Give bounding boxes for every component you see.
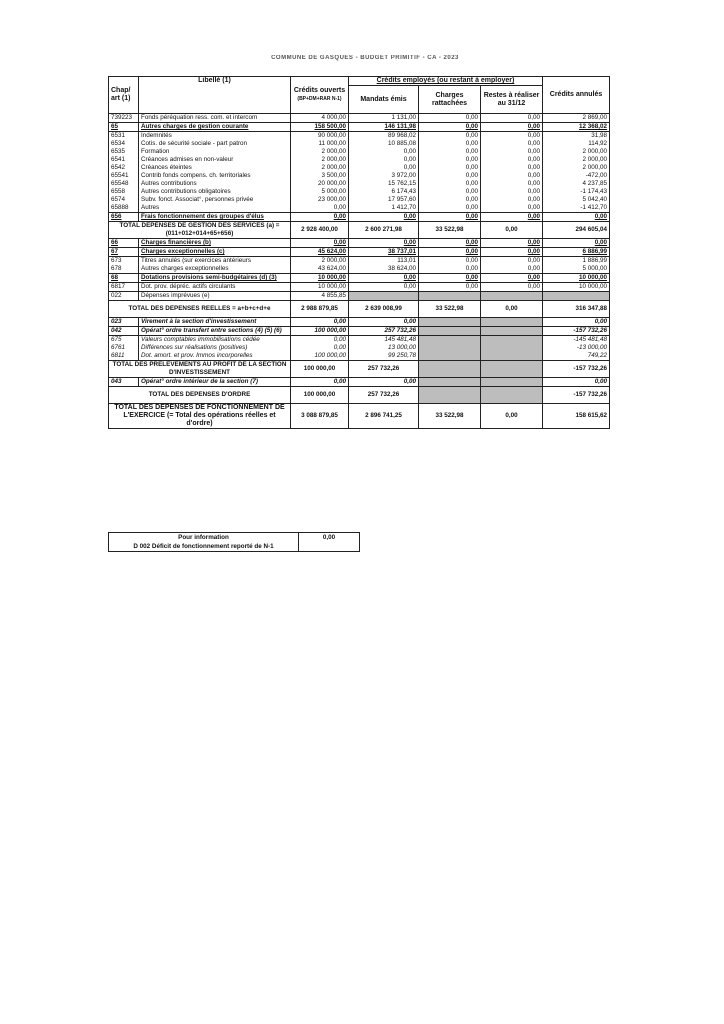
table-row — [109, 196, 610, 204]
row-label: Autres charges de gestion courante — [139, 123, 291, 132]
row-restes: 0,00 — [481, 283, 543, 292]
row-charges-shaded — [419, 352, 481, 361]
row-credits-ouverts: 0,00 — [291, 204, 349, 213]
table-row — [109, 265, 610, 274]
row-mandats: 3 972,00 — [349, 172, 419, 180]
page-header: COMMUNE DE GASQUES - BUDGET PRIMITIF - CA - 2023 — [271, 55, 459, 61]
total-ordre-row-credits-ouverts: 100 000,00 — [291, 387, 349, 404]
row-code: 6574 — [109, 196, 139, 204]
row-charges: 0,00 — [419, 114, 481, 123]
row-code: 6558 — [109, 188, 139, 196]
table-row — [109, 292, 610, 301]
row-label: Dot. prov. dépréc. actifs circulants — [139, 283, 291, 292]
table-row — [109, 123, 610, 132]
row-restes: 0,00 — [481, 188, 543, 196]
table-body — [109, 114, 610, 429]
total-ordre-row-mandats: 257 732,26 — [349, 387, 419, 404]
col-annules: Crédits annulés — [543, 77, 610, 114]
row-restes-shaded — [481, 318, 543, 327]
info-title: Pour information — [178, 534, 229, 541]
row-code: 042 — [109, 327, 139, 336]
table-row — [109, 204, 610, 213]
row-restes: 0,00 — [481, 204, 543, 213]
row-label: Charges financières (b) — [139, 239, 291, 248]
row-restes-shaded — [481, 344, 543, 352]
table-row — [109, 283, 610, 292]
table-row — [109, 148, 610, 156]
budget-table — [108, 76, 610, 429]
table-row — [109, 248, 610, 257]
row-annules: -472,00 — [543, 172, 610, 180]
row-code: 65541 — [109, 172, 139, 180]
row-code: 65888 — [109, 204, 139, 213]
table-row — [109, 172, 610, 180]
row-restes: 0,00 — [481, 148, 543, 156]
row-mandats: 0,00 — [349, 318, 419, 327]
table-row — [109, 257, 610, 266]
row-credits-ouverts: 100 000,00 — [291, 352, 349, 361]
col-credits-ouverts-sub: (BP+DM+RAR N-1) — [297, 96, 342, 102]
ordre-detail-row — [109, 344, 610, 352]
row-restes-shaded — [481, 292, 543, 301]
row-code: 656 — [109, 213, 139, 222]
row-mandats: 0,00 — [349, 148, 419, 156]
total-reelles-row — [109, 301, 610, 318]
total-prelev-row-credits-ouverts: 100 000,00 — [291, 361, 349, 378]
row-annules: 749,22 — [543, 352, 610, 361]
row-restes: 0,00 — [481, 257, 543, 266]
row-credits-ouverts: 90 000,00 — [291, 132, 349, 141]
total-fonctionnement-row — [109, 404, 610, 429]
row-restes: 0,00 — [481, 180, 543, 188]
row-restes: 0,00 — [481, 132, 543, 141]
total-fonctionnement-row-annules: 158 615,62 — [543, 404, 610, 429]
total-prelev-row-mandats: 257 732,26 — [349, 361, 419, 378]
row-annules: -1 412,70 — [543, 204, 610, 213]
row-mandats: 38 624,00 — [349, 265, 419, 274]
row-label: Dépenses imprévues (e) — [139, 292, 291, 301]
row-credits-ouverts: 45 624,00 — [291, 248, 349, 257]
row-code: 673 — [109, 257, 139, 266]
row-restes: 0,00 — [481, 196, 543, 204]
row-annules: 114,92 — [543, 140, 610, 148]
row-restes: 0,00 — [481, 123, 543, 132]
row-mandats: 0,00 — [349, 164, 419, 172]
row-code: 6534 — [109, 140, 139, 148]
row-code: 67 — [109, 248, 139, 257]
row-credits-ouverts: 11 000,00 — [291, 140, 349, 148]
total-prelev-row-charges-shaded — [419, 361, 481, 378]
total-reelles-row-label: TOTAL DES DEPENSES REELLES = a+b+c+d+e — [109, 301, 291, 318]
row-label: Créances éteintes — [139, 164, 291, 172]
row-charges-shaded — [419, 327, 481, 336]
row-mandats: 13 000,00 — [349, 344, 419, 352]
row-mandats: 0,00 — [349, 283, 419, 292]
row-code: 043 — [109, 378, 139, 387]
total-ordre-row-restes-shaded — [481, 387, 543, 404]
total-reelles-row-credits-ouverts: 2 988 879,85 — [291, 301, 349, 318]
row-annules: 12 368,02 — [543, 123, 610, 132]
total-gestion-row-label: TOTAL DEPENSES DE GESTION DES SERVICES (a) = (011+012+014+65+656) — [109, 222, 291, 239]
total-ordre-row-annules: -157 732,26 — [543, 387, 610, 404]
info-label — [109, 533, 299, 552]
row-charges: 0,00 — [419, 196, 481, 204]
col-mandats: Mandats émis — [349, 86, 419, 114]
ordre-detail-row — [109, 352, 610, 361]
row-restes: 0,00 — [481, 213, 543, 222]
row-charges-shaded — [419, 344, 481, 352]
row-charges-shaded — [419, 318, 481, 327]
row-credits-ouverts: 10 000,00 — [291, 274, 349, 283]
total-prelev-row-label: TOTAL DES PRELEVEMENTS AU PROFIT DE LA SECTION D'INVESTISSEMENT — [109, 361, 291, 378]
total-gestion-row-annules: 294 605,04 — [543, 222, 610, 239]
row-credits-ouverts: 4 000,00 — [291, 114, 349, 123]
row-label: Opérat° ordre intérieur de la section (7) — [139, 378, 291, 387]
row-label: Cotis. de sécurité sociale - part patron — [139, 140, 291, 148]
row-annules-shaded — [543, 292, 610, 301]
row-label: Dot. amort. et prov. Immos incorporelles — [139, 352, 291, 361]
row-annules: 0,00 — [543, 213, 610, 222]
row-annules: 10 000,00 — [543, 274, 610, 283]
col-chap: Chap/ art (1) — [109, 77, 139, 114]
row-charges: 0,00 — [419, 148, 481, 156]
row-charges: 0,00 — [419, 213, 481, 222]
row-charges: 0,00 — [419, 123, 481, 132]
row-code: 6542 — [109, 164, 139, 172]
info-desc: D 002 Déficit de fonctionnement reporté de N-1 — [133, 543, 274, 550]
row-label: Formation — [139, 148, 291, 156]
row-mandats: 146 131,98 — [349, 123, 419, 132]
row-code: 65548 — [109, 180, 139, 188]
row-charges: 0,00 — [419, 248, 481, 257]
col-libelle: Libellé (1) — [139, 77, 291, 114]
row-annules: 1 886,99 — [543, 257, 610, 266]
row-mandats: 89 968,02 — [349, 132, 419, 141]
col-charges: Charges rattachées — [419, 86, 481, 114]
row-code: 023 — [109, 318, 139, 327]
total-reelles-row-mandats: 2 639 008,99 — [349, 301, 419, 318]
col-restes: Restes à réaliser au 31/12 — [481, 86, 543, 114]
row-code: 68 — [109, 274, 139, 283]
row-annules: 2 000,00 — [543, 164, 610, 172]
row-credits-ouverts: 23 000,00 — [291, 196, 349, 204]
row-mandats: 0,00 — [349, 239, 419, 248]
row-label: Valeurs comptables immobilisations cédée — [139, 336, 291, 345]
row-annules: 5 042,40 — [543, 196, 610, 204]
row-credits-ouverts: 2 000,00 — [291, 257, 349, 266]
row-mandats: 10 885,08 — [349, 140, 419, 148]
total-reelles-row-annules: 316 347,88 — [543, 301, 610, 318]
row-credits-ouverts: 2 000,00 — [291, 148, 349, 156]
row-restes: 0,00 — [481, 239, 543, 248]
row-mandats: 6 174,43 — [349, 188, 419, 196]
row-restes-shaded — [481, 327, 543, 336]
table-row — [109, 140, 610, 148]
row-annules: 0,00 — [543, 239, 610, 248]
row-restes-shaded — [481, 378, 543, 387]
row-code: 6541 — [109, 156, 139, 164]
total-fonctionnement-row-restes: 0,00 — [481, 404, 543, 429]
row-charges: 0,00 — [419, 164, 481, 172]
row-code: 65 — [109, 123, 139, 132]
row-annules: 2 000,00 — [543, 148, 610, 156]
row-restes: 0,00 — [481, 164, 543, 172]
row-credits-ouverts: 100 000,00 — [291, 327, 349, 336]
row-charges: 0,00 — [419, 180, 481, 188]
row-credits-ouverts: 0,00 — [291, 336, 349, 345]
row-label: Indemnités — [139, 132, 291, 141]
col-employes-group: Crédits employés (ou restant à employer) — [349, 77, 543, 86]
row-mandats: 99 250,78 — [349, 352, 419, 361]
row-label: Frais fonctionnement des groupes d'élus — [139, 213, 291, 222]
table-row — [109, 164, 610, 172]
row-restes: 0,00 — [481, 265, 543, 274]
row-mandats: 15 762,15 — [349, 180, 419, 188]
row-mandats: 1 412,70 — [349, 204, 419, 213]
row-mandats: 38 737,01 — [349, 248, 419, 257]
row-credits-ouverts: 0,00 — [291, 239, 349, 248]
row-annules: 5 000,00 — [543, 265, 610, 274]
row-restes: 0,00 — [481, 172, 543, 180]
row-mandats: 113,01 — [349, 257, 419, 266]
row-annules: 10 000,00 — [543, 283, 610, 292]
row-annules: -13 000,00 — [543, 344, 610, 352]
ordre-row — [109, 318, 610, 327]
row-credits-ouverts: 43 624,00 — [291, 265, 349, 274]
ordre-row-043 — [109, 378, 610, 387]
row-label: Fonds péréquation ress. com. et intercom — [139, 114, 291, 123]
info-table — [108, 532, 360, 552]
row-restes: 0,00 — [481, 140, 543, 148]
row-mandats: 145 481,48 — [349, 336, 419, 345]
row-annules: 2 869,00 — [543, 114, 610, 123]
row-credits-ouverts: 2 000,00 — [291, 164, 349, 172]
row-label: Autres contributions obligatoires — [139, 188, 291, 196]
row-charges-shaded — [419, 336, 481, 345]
total-prelev-row-annules: -157 732,26 — [543, 361, 610, 378]
ordre-detail-row — [109, 336, 610, 345]
row-label: Titres annulés (sur exercices antérieurs — [139, 257, 291, 266]
total-gestion-row — [109, 222, 610, 239]
total-ordre-row-charges-shaded — [419, 387, 481, 404]
row-code: 66 — [109, 239, 139, 248]
row-credits-ouverts: 2 000,00 — [291, 156, 349, 164]
row-restes-shaded — [481, 352, 543, 361]
total-fonctionnement-row-charges: 33 522,98 — [419, 404, 481, 429]
col-credits-ouverts-label: Crédits ouverts — [293, 87, 346, 94]
row-charges: 0,00 — [419, 257, 481, 266]
total-gestion-row-charges: 33 522,98 — [419, 222, 481, 239]
table-row — [109, 188, 610, 196]
row-restes: 0,00 — [481, 274, 543, 283]
row-label: Créances admises en non-valeur — [139, 156, 291, 164]
row-restes-shaded — [481, 336, 543, 345]
row-code: 6531 — [109, 132, 139, 141]
table-row — [109, 239, 610, 248]
row-label: Dotations provisions semi-budgétaires (d) (3) — [139, 274, 291, 283]
row-charges-shaded — [419, 292, 481, 301]
row-credits-ouverts: 20 000,00 — [291, 180, 349, 188]
total-fonctionnement-row-label: TOTAL DES DEPENSES DE FONCTIONNEMENT DE L'EXERCICE (= Total des opérations réelles et d'ordre) — [109, 404, 291, 429]
row-credits-ouverts: 10 000,00 — [291, 283, 349, 292]
row-charges-shaded — [419, 378, 481, 387]
row-mandats: 0,00 — [349, 156, 419, 164]
row-charges: 0,00 — [419, 204, 481, 213]
row-label: Opérat° ordre transfert entre sections (4) (5) (6) — [139, 327, 291, 336]
row-annules: 4 237,85 — [543, 180, 610, 188]
row-mandats: 0,00 — [349, 274, 419, 283]
total-prelev-row-restes-shaded — [481, 361, 543, 378]
row-mandats: 257 732,26 — [349, 327, 419, 336]
row-label: Subv. fonct. Associat°, personnes privée — [139, 196, 291, 204]
row-charges: 0,00 — [419, 188, 481, 196]
ordre-row — [109, 327, 610, 336]
table-row — [109, 156, 610, 164]
row-label: Charges exceptionnelles (c) — [139, 248, 291, 257]
table-row — [109, 274, 610, 283]
row-annules: 2 000,00 — [543, 156, 610, 164]
total-reelles-row-charges: 33 522,98 — [419, 301, 481, 318]
row-code: 6811 — [109, 352, 139, 361]
row-credits-ouverts: 0,00 — [291, 378, 349, 387]
row-code: 6761 — [109, 344, 139, 352]
row-charges: 0,00 — [419, 239, 481, 248]
total-fonctionnement-row-mandats: 2 896 741,25 — [349, 404, 419, 429]
row-credits-ouverts: 0,00 — [291, 344, 349, 352]
total-ordre-row — [109, 387, 610, 404]
row-charges: 0,00 — [419, 156, 481, 164]
row-annules: -1 174,43 — [543, 188, 610, 196]
total-prelev-row — [109, 361, 610, 378]
table-row — [109, 132, 610, 141]
row-annules: 31,98 — [543, 132, 610, 141]
row-mandats: 17 957,60 — [349, 196, 419, 204]
row-credits-ouverts: 3 500,00 — [291, 172, 349, 180]
row-label: Différences sur réalisations (positives) — [139, 344, 291, 352]
row-credits-ouverts: 0,00 — [291, 318, 349, 327]
row-charges: 0,00 — [419, 274, 481, 283]
row-mandats-shaded — [349, 292, 419, 301]
row-annules: 6 886,99 — [543, 248, 610, 257]
total-gestion-row-restes: 0,00 — [481, 222, 543, 239]
row-restes: 0,00 — [481, 156, 543, 164]
row-annules: 0,00 — [543, 318, 610, 327]
row-label: Virement à la section d'investissement — [139, 318, 291, 327]
row-code: 678 — [109, 265, 139, 274]
table-row — [109, 114, 610, 123]
row-annules: 0,00 — [543, 378, 610, 387]
table-row — [109, 180, 610, 188]
row-credits-ouverts: 158 500,00 — [291, 123, 349, 132]
table-row — [109, 213, 610, 222]
row-code: 6817 — [109, 283, 139, 292]
row-mandats: 1 131,00 — [349, 114, 419, 123]
info-value: 0,00 — [299, 533, 360, 552]
row-label: Autres contributions — [139, 180, 291, 188]
row-label: Contrib fonds compens. ch. territoriales — [139, 172, 291, 180]
row-credits-ouverts: 0,00 — [291, 213, 349, 222]
row-code: 675 — [109, 336, 139, 345]
total-fonctionnement-row-credits-ouverts: 3 088 879,85 — [291, 404, 349, 429]
row-mandats: 0,00 — [349, 378, 419, 387]
total-gestion-row-credits-ouverts: 2 928 400,00 — [291, 222, 349, 239]
total-gestion-row-mandats: 2 600 271,98 — [349, 222, 419, 239]
total-ordre-row-label: TOTAL DES DEPENSES D'ORDRE — [109, 387, 291, 404]
row-mandats: 0,00 — [349, 213, 419, 222]
row-charges: 0,00 — [419, 265, 481, 274]
row-code: 022 — [109, 292, 139, 301]
total-reelles-row-restes: 0,00 — [481, 301, 543, 318]
row-credits-ouverts: 5 000,00 — [291, 188, 349, 196]
row-label: Autres — [139, 204, 291, 213]
row-charges: 0,00 — [419, 283, 481, 292]
row-charges: 0,00 — [419, 140, 481, 148]
row-restes: 0,00 — [481, 114, 543, 123]
row-label: Autres charges exceptionnelles — [139, 265, 291, 274]
row-annules: -145 481,48 — [543, 336, 610, 345]
row-charges: 0,00 — [419, 172, 481, 180]
col-credits-ouverts — [291, 77, 349, 114]
row-annules: -157 732,26 — [543, 327, 610, 336]
row-code: 739223 — [109, 114, 139, 123]
row-code: 6535 — [109, 148, 139, 156]
row-restes: 0,00 — [481, 248, 543, 257]
row-credits-ouverts: 4 855,85 — [291, 292, 349, 301]
row-charges: 0,00 — [419, 132, 481, 141]
